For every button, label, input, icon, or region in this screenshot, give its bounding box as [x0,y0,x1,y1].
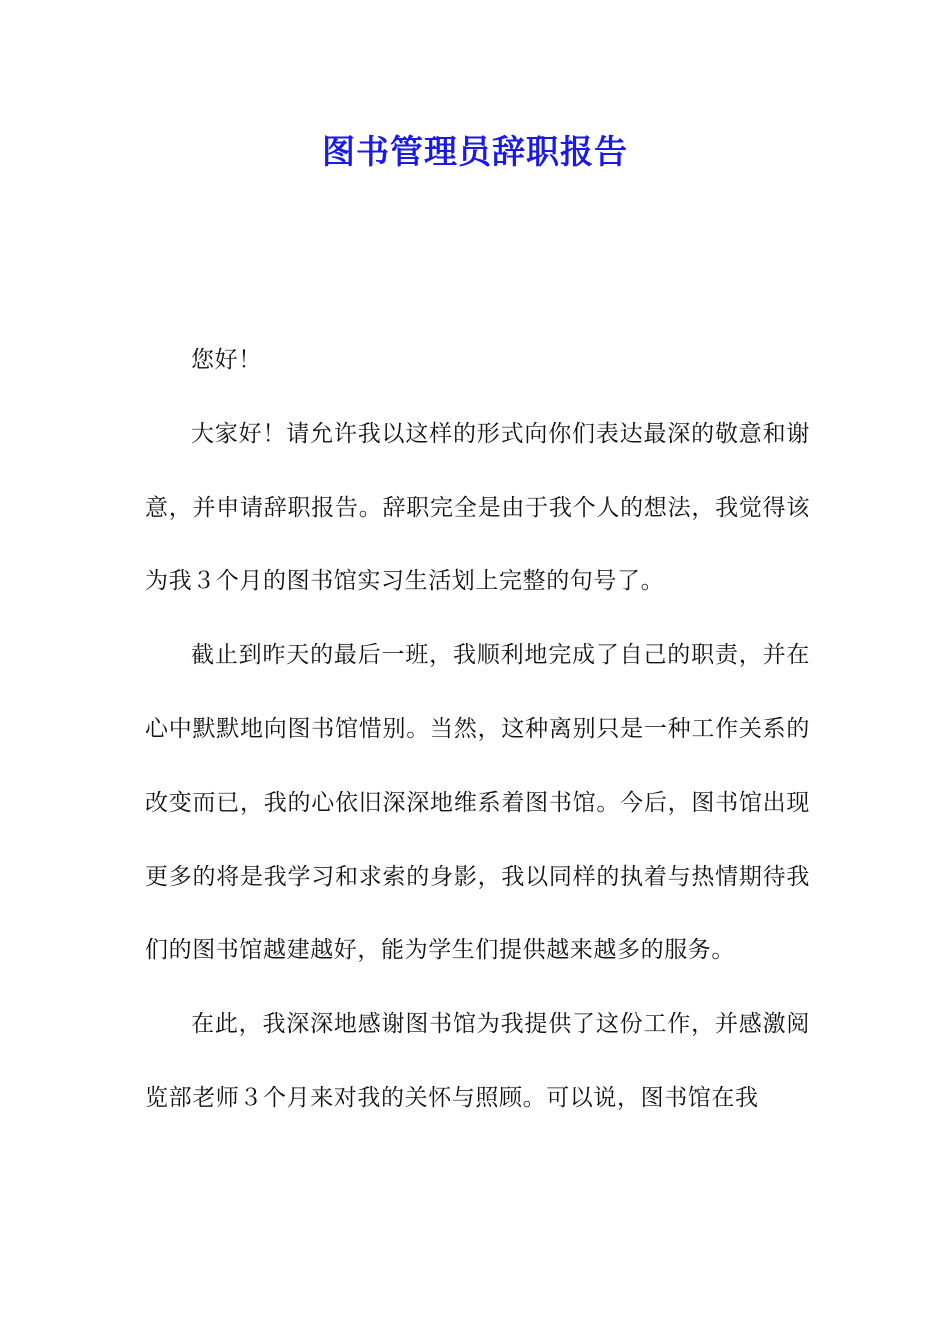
document-body [145,324,810,1136]
greeting-paragraph: 您好！ [191,347,262,373]
body-paragraph: 在此，我深深地感谢图书馆为我提供了这份工作，并感激阅览部老师３个月来对我的关怀与照顾。可以说，图书馆在我 [145,1011,810,1111]
document-title: 图书管理员辞职报告 [322,132,628,171]
body-paragraph: 大家好！请允许我以这样的形式向你们表达最深的敬意和谢意，并申请辞职报告。辞职完全是由于我个人的想法，我觉得该为我３个月的图书馆实习生活划上完整的句号了。 [145,420,810,595]
body-paragraph: 截止到昨天的最后一班，我顺利地完成了自己的职责，并在心中默默地向图书馆惜别。当然，这种离别只是一种工作关系的改变而已，我的心依旧深深地维系着图书馆。今后，图书馆出现更多的将是我学习和求索的身影，我以同样的执着与热情期待我们的图书馆越建越好，能为学生们提供越来越多的服务。 [145,642,810,964]
